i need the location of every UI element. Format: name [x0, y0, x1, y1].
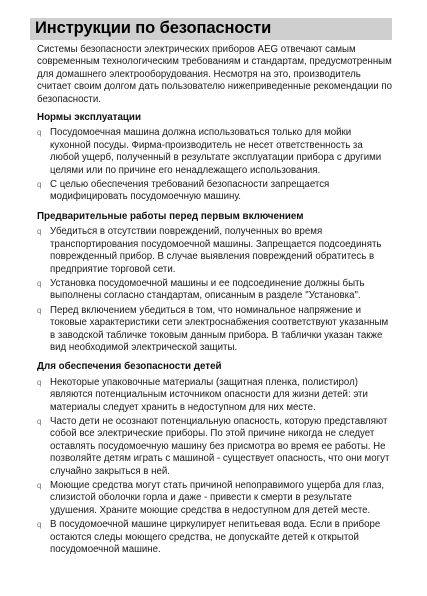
list-item-text: В посудомоечной машине циркулирует непитьевая вода. Если в приборе остаются следы моющего средства, не допускайте детей к открытой посудомоечной машине.: [50, 519, 381, 556]
bullet-icon: q: [37, 416, 42, 426]
bullet-icon: q: [37, 305, 42, 315]
list-item: [37, 127, 393, 177]
bullet-icon: q: [37, 227, 42, 237]
bullet-icon: q: [37, 377, 42, 387]
list-item: [37, 377, 393, 414]
title-bar: [30, 18, 392, 40]
bullet-icon: q: [37, 278, 42, 288]
list-item-text: Часто дети не осознают потенциальную опасность, которую представляют собой все электрические приборы. По этой причине никогда не следует оставлять посудомоечную машину без присмотра во время ее работы. Не позволяйте детям играть с машиной - существует опасность, что они могут случайно закрыться в ней.: [50, 415, 390, 477]
bullet-list: [37, 127, 393, 203]
list-item-text: Перед включением убедиться в том, что номинальное напряжение и токовые характеристики сети электроснабжения соответствуют указанным в заводской табличке токовым данным прибора. В таблички указан также вид необходимой электрической защиты.: [50, 304, 389, 353]
list-item: [37, 519, 393, 556]
list-item-text: Моющие средства могут стать причиной непоправимого ущерба для глаз, слизистой оболочки горла и даже - привести к смерти в результате удушения. Храните моющие средства в недоступном для детей месте.: [50, 480, 385, 516]
list-item: [37, 278, 393, 303]
intro-paragraph: Системы безопасности электрических приборов AEG отвечают самым современным технологическим требованиям и стандартам, предусмотренным для домашнего электрооборудования. Несмотря на это, производитель считает своим долгом дать пользователю нижеприведенные рекомендации по безопасности.: [37, 44, 393, 105]
bullet-icon: q: [37, 180, 42, 190]
bullet-icon: q: [37, 520, 42, 530]
list-item-text: Установка посудомоечной машины и ее подсоединение должны быть выполнены согласно стандартам, описанным в разделе "Установка".: [50, 277, 365, 302]
list-item: [37, 416, 393, 478]
section-usage: [37, 112, 393, 204]
bullet-list: [37, 377, 393, 557]
list-item: [37, 480, 393, 517]
list-item-text: Убедиться в отсутствии повреждений, полученных во время транспортирования посудомоечной машины. Запрещается подсоединять поврежденный прибор. В случае выявления повреждений обратитесь в предприятие торговой сети.: [50, 226, 382, 275]
bullet-list: [37, 226, 393, 354]
list-item: [37, 226, 393, 276]
section-heading: Нормы эксплуатации: [37, 112, 141, 124]
bullet-icon: q: [37, 481, 42, 490]
page-title: Инструкции по безопасности: [35, 19, 272, 37]
bullet-icon: q: [37, 128, 42, 138]
section-heading: Предварительные работы перед первым включением: [37, 210, 304, 222]
list-item-text: С целью обеспечения требований безопасности запрещается модифицировать посудомоечную машину.: [50, 179, 330, 203]
list-item: [37, 305, 393, 355]
section-preparation: [37, 211, 393, 354]
list-item-text: Посудомоечная машина должна использоваться только для мойки кухонной посуды. Фирма-производитель не несет ответственность за любой ущерб, полученный в результате эксплуатации прибора с другими целями или по причине его ненадлежащего использования.: [50, 127, 382, 176]
list-item: [37, 179, 393, 204]
content: [37, 44, 393, 563]
list-item-text: Некоторые упаковочные материалы (защитная пленка, полистирол) являются потенциальным источником опасности для жизни детей: эти материалы следует хранить в недоступном для них месте.: [50, 376, 368, 413]
section-heading: Для обеспечения безопасности детей: [37, 361, 222, 373]
section-child-safety: [37, 361, 393, 556]
